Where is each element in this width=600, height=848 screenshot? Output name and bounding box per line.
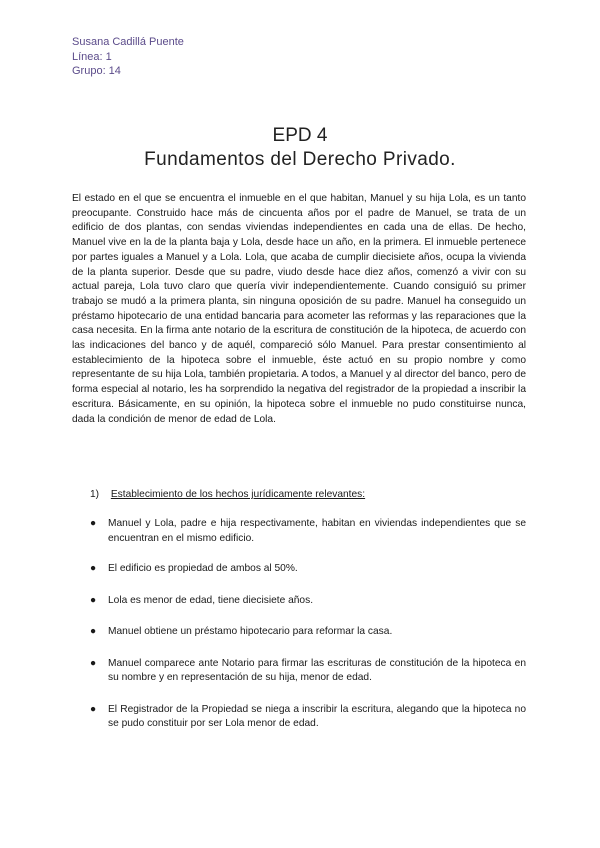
case-paragraph: El estado en el que se encuentra el inmueble en el que habitan, Manuel y su hija Lola, es un tanto preocupante. Construido hace más de cincuenta años por el padre de Manuel, se trata de un edificio de dos plantas, con sendas viviendas independientes en cada una de ellas. De hecho, Manuel vive en la de la planta baja y Lola, desde hace un año, en la primera. El inmueble pertenece por partes iguales a Manuel y a Lola. Lola, que acaba de cumplir diecisiete años, ocupa la vivienda de la planta superior. Desde que su padre, viudo desde hace diez años, comenzó a vivir con su actual pareja, Lola tuvo claro que quería vivir independientemente. Cuando consiguió su primer trabajo se mudó a la primera planta, sin ninguna oposición de su padre. Manuel ha conseguido un préstamo hipotecario de una entidad bancaria para acometer las reformas y las reparaciones que la casa necesita. En la firma ante notario de la escritura de constitución de la hipoteca, de acuerdo con las indicaciones del banco y de aquél, compareció sólo Manuel. Para prestar consentimiento al establecimiento de la hipoteca sobre el inmueble, éste actuó en su propio nombre y como representante de su hija Lola, también propietaria. A todos, a Manuel y al director del banco, pero de forma especial al notario, les ha sorprendido la negativa del registrador de la propiedad a inscribir la escritura. Básicamente, en su opinión, la hipoteca sobre el inmueble no pudo constituirse nunca, dada la condición de menor de edad de Lola. bbox=[72, 193, 526, 425]
bullet-icon: ● bbox=[90, 657, 97, 669]
bullet-icon: ● bbox=[90, 703, 97, 715]
section-title-text: Establecimiento de los hechos jurídicamente relevantes: bbox=[110, 489, 366, 500]
facts-list bbox=[90, 517, 526, 732]
bullet-icon: ● bbox=[90, 563, 97, 574]
bullet-icon: ● bbox=[90, 626, 97, 637]
document-title bbox=[0, 124, 600, 172]
bullet-icon: ● bbox=[90, 594, 97, 606]
list-item-text: Manuel obtiene un préstamo hipotecario para reformar la casa. bbox=[108, 626, 393, 637]
author-name: Susana Cadillá Puente bbox=[72, 36, 184, 48]
section-heading bbox=[90, 488, 365, 502]
list-item-text: Lola es menor de edad, tiene diecisiete años. bbox=[108, 594, 314, 606]
list-item-text: El Registrador de la Propiedad se niega a inscribir la escritura, alegando que la hipoteca no se pudo constituir por ser Lola menor de edad. bbox=[108, 703, 526, 729]
list-item bbox=[90, 625, 526, 640]
bullet-icon: ● bbox=[90, 518, 97, 529]
title-subtitle: Fundamentos del Derecho Privado. bbox=[144, 149, 456, 170]
document-header bbox=[72, 35, 184, 79]
grupo-label: Grupo: 14 bbox=[72, 65, 121, 77]
list-item bbox=[90, 657, 526, 686]
list-item bbox=[90, 594, 526, 609]
linea-label: Línea: 1 bbox=[72, 50, 112, 63]
list-item-text: El edificio es propiedad de ambos al 50%. bbox=[108, 563, 298, 574]
list-item bbox=[90, 562, 526, 577]
list-item bbox=[90, 517, 526, 546]
list-item bbox=[90, 703, 526, 732]
title-main: EPD 4 bbox=[272, 125, 328, 146]
list-item-text: Manuel y Lola, padre e hija respectivamente, habitan en viviendas independientes que se encuentran en el mismo edificio. bbox=[108, 518, 526, 544]
section-number: 1) bbox=[90, 489, 100, 500]
list-item-text: Manuel comparece ante Notario para firmar las escrituras de constitución de la hipoteca en su nombre y en representación de su hija, menor de edad. bbox=[108, 657, 526, 683]
